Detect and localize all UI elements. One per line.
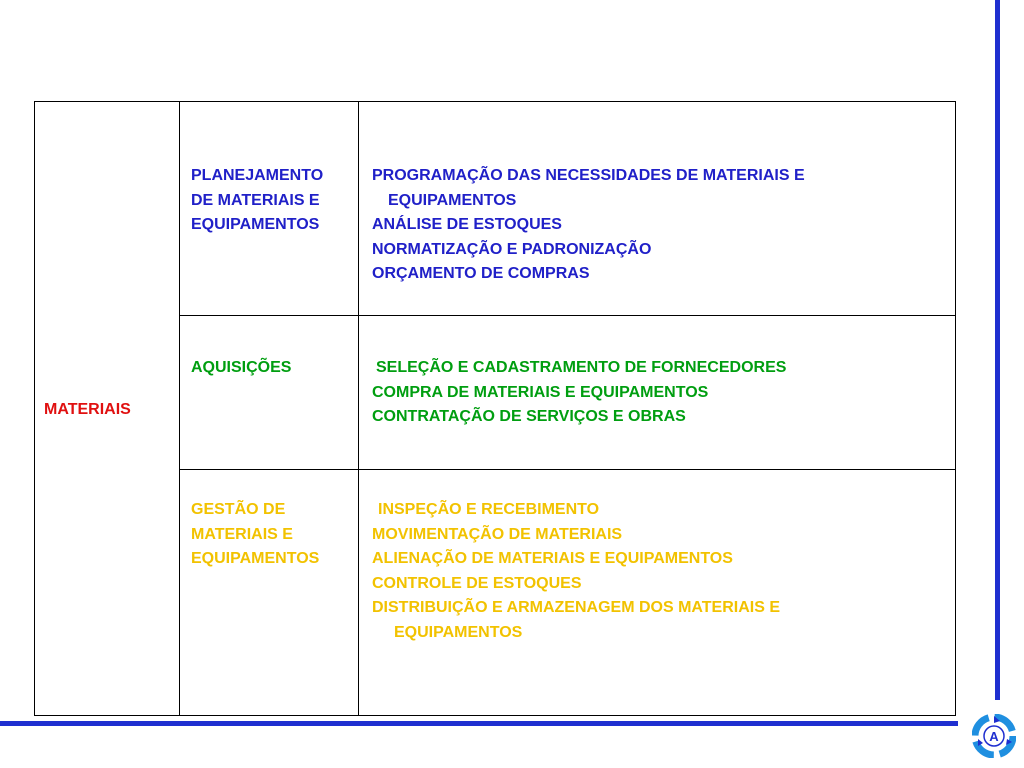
activities-planejamento: [372, 164, 805, 287]
activities-aquisicoes: [372, 356, 786, 430]
area-gestao: GESTÃO DE MATERIAIS E EQUIPAMENTOS: [191, 501, 320, 567]
activities-gestao: [372, 498, 780, 645]
activity-item: ALIENAÇÃO DE MATERIAIS E EQUIPAMENTOS: [372, 550, 733, 567]
activity-item: SELEÇÃO E CADASTRAMENTO DE FORNECEDORES: [376, 359, 787, 376]
right-accent-bar: [995, 0, 1000, 700]
activity-item: CONTROLE DE ESTOQUES: [372, 574, 582, 592]
category-label: MATERIAIS: [44, 401, 131, 418]
activity-item: NORMATIZAÇÃO E PADRONIZAÇÃO: [372, 240, 652, 258]
row-divider-1: [179, 315, 956, 316]
activity-item: EQUIPAMENTOS: [394, 623, 523, 641]
area-planejamento: PLANEJAMENTO DE MATERIAIS E EQUIPAMENTOS: [191, 167, 324, 233]
activity-item: CONTRATAÇÃO DE SERVIÇOS E OBRAS: [372, 408, 686, 425]
activity-item: MOVIMENTAÇÃO DE MATERIAIS: [372, 525, 623, 543]
recycle-logo-icon: [972, 714, 1016, 758]
bottom-accent-bar: [0, 721, 958, 726]
activity-item: ANÁLISE DE ESTOQUES: [372, 216, 562, 233]
activity-item: PROGRAMAÇÃO DAS NECESSIDADES DE MATERIAIS E: [372, 167, 805, 184]
row-divider-2: [179, 469, 956, 470]
column-divider-1: [179, 101, 180, 716]
activity-item: ORÇAMENTO DE COMPRAS: [372, 265, 590, 282]
area-aquisicoes: AQUISIÇÕES: [191, 359, 292, 376]
column-divider-2: [358, 101, 359, 716]
activity-item: COMPRA DE MATERIAIS E EQUIPAMENTOS: [372, 383, 709, 401]
activity-item: INSPEÇÃO E RECEBIMENTO: [378, 501, 600, 518]
logo-letter: A: [989, 729, 999, 744]
activity-item: DISTRIBUIÇÃO E ARMAZENAGEM DOS MATERIAIS E: [372, 599, 781, 616]
activity-item: EQUIPAMENTOS: [388, 191, 517, 209]
